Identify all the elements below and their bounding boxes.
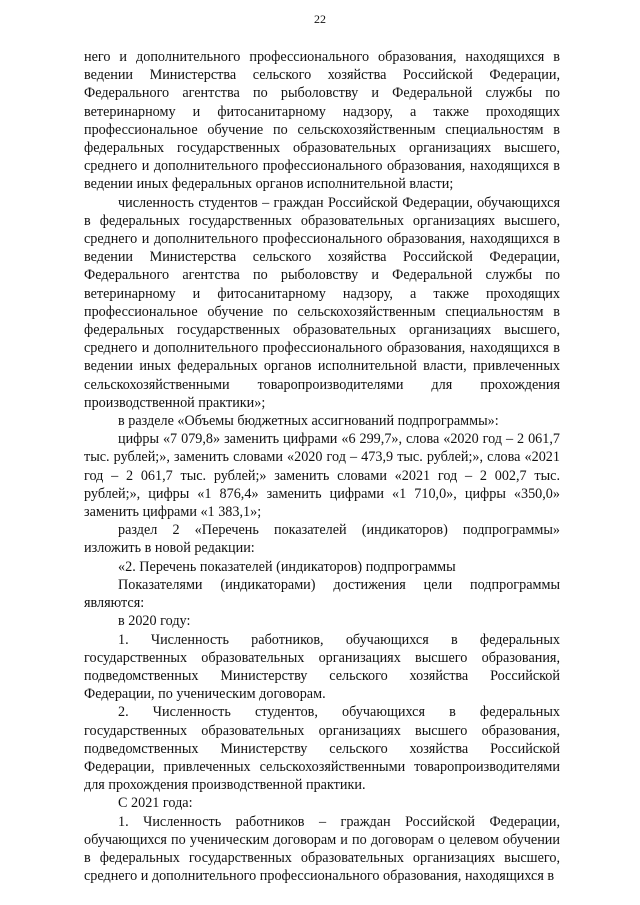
paragraph: в разделе «Объемы бюджетных ассигнований подпрограммы»: bbox=[118, 413, 499, 430]
paragraph: 1. Численность работников, обучающихся в федеральных государственных образовательных организациях высшего образования, подведомственных Министерству сельского хозяйства Российской Федерации, по ученическим договорам. bbox=[84, 631, 560, 703]
paragraph: него и дополнительного профессионального образования, находящихся в ведении Министерства сельского хозяйства Российской Федерации, Федерального агентства по рыболовству и Федеральной службы по ветеринарному и фитосанитарному надзору, а также проходящих профессиональное обучение по сельскохозяйственным специальностям в федеральных государственных образовательных организациях высшего, среднего и дополнительного профессионального образования, находящихся в ведении иных федеральных органов исполнительной власти; bbox=[84, 49, 560, 193]
paragraph: С 2021 года: bbox=[118, 795, 193, 812]
paragraph: численность студентов – граждан Российской Федерации, обучающихся в федеральных государственных образовательных организациях высшего, среднего и дополнительного профессионального образования, находящихся в ведении Министерства сельского хозяйства Российской Федерации, Федерального агентства по рыболовству и Федеральной службы по ветеринарному и фитосанитарному надзору, а также проходящих профессиональное обучение по сельскохозяйственным специальностям в федеральных государственных образовательных организациях высшего, среднего и дополнительного профессионального образования, находящихся в ведении иных федеральных органов исполнительной власти, привлеченных сельскохозяйственными товаропроизводителями для прохождения производственной практики»; bbox=[84, 194, 560, 411]
paragraph: Показателями (индикаторами) достижения цели подпрограммы являются: bbox=[84, 576, 560, 612]
paragraph: 1. Численность работников – граждан Российской Федерации, обучающихся по ученическим договорам и по договорам о целевом обучении в федеральных государственных образовательных организациях высшего, среднего и дополнительного профессионального образования, находящихся в bbox=[84, 813, 560, 885]
paragraph: цифры «7 079,8» заменить цифрами «6 299,7», слова «2020 год – 2 061,7 тыс. рублей;», заменить словами «2020 год – 473,9 тыс. рублей;», слова «2021 год – 2 061,7 тыс. рублей;» заменить словами «2021 год – 2 002,7 тыс. рублей;», цифры «1 876,4» заменить цифрами «1 710,0», цифры «350,0» заменить цифрами «1 383,1»; bbox=[84, 431, 560, 521]
paragraph: 2. Численность студентов, обучающихся в федеральных государственных образовательных организациях высшего образования, подведомственных Министерству сельского хозяйства Российской Федерации, привлеченных сельскохозяйственными товаропроизводителями для прохождения производственной практики. bbox=[84, 704, 560, 794]
paragraph: раздел 2 «Перечень показателей (индикаторов) подпрограммы» изложить в новой редакции: bbox=[84, 522, 560, 557]
page-number: 22 bbox=[314, 12, 326, 26]
document-body bbox=[84, 48, 560, 885]
paragraph: «2. Перечень показателей (индикаторов) подпрограммы bbox=[118, 558, 456, 575]
paragraph: в 2020 году: bbox=[118, 613, 191, 630]
